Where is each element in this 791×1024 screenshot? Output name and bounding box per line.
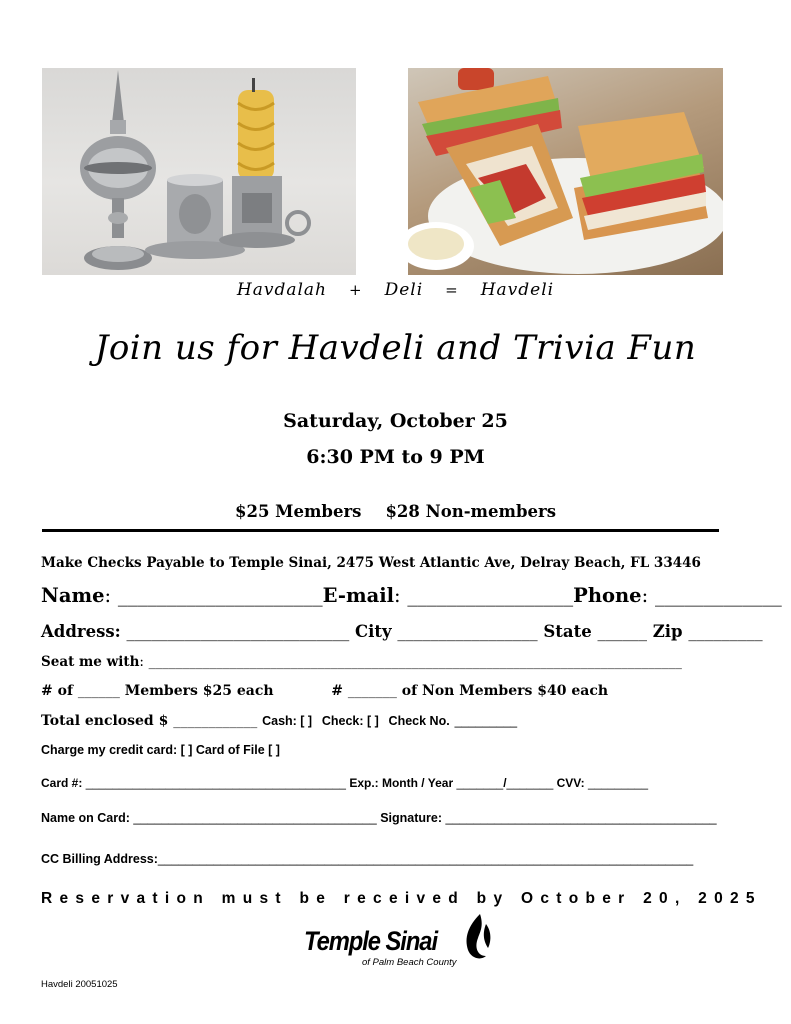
equation-plus: + — [348, 281, 363, 299]
members-count-prefix: # of — [41, 683, 73, 699]
event-date: Saturday, October 25 — [283, 410, 508, 432]
zip-label: Zip — [652, 622, 683, 641]
total-field[interactable]: ____________ — [173, 713, 258, 729]
cvv-field[interactable]: _________ — [587, 776, 649, 790]
logo-name: Temple Sinai — [304, 926, 438, 956]
footer-code: Havdeli 20051025 — [41, 979, 118, 990]
equation-deli: Deli — [384, 280, 424, 300]
contact-row — [41, 584, 782, 607]
price-members: $25 Members — [235, 502, 362, 521]
exp-month-field[interactable]: _______ — [456, 776, 504, 790]
email-field[interactable]: _________________ — [407, 584, 574, 607]
city-label: City — [355, 622, 392, 641]
address-label: Address: — [41, 622, 121, 641]
cvv-label: CVV: — [556, 776, 585, 790]
exp-separator: / — [503, 776, 507, 790]
equation-equals: = — [445, 281, 459, 299]
equation-havdalah: Havdalah — [236, 280, 327, 300]
email-label: E-mail — [322, 584, 395, 607]
state-label: State — [543, 622, 592, 641]
check-no-label: Check No. — [388, 714, 450, 728]
name-on-card-field[interactable]: ___________________________________ — [133, 811, 377, 825]
phone-label: Phone — [573, 584, 642, 607]
address-row — [41, 622, 763, 641]
temple-sinai-logo — [300, 912, 500, 972]
ticket-prices — [0, 502, 791, 521]
havdalah-set-photo — [42, 68, 356, 275]
checks-payable-text: Make Checks Payable to Temple Sinai, 2475 West Atlantic Ave, Delray Beach, FL 33446 — [41, 555, 701, 571]
total-label: Total enclosed $ — [41, 713, 169, 729]
seat-colon: : — [139, 654, 144, 670]
card-number-field[interactable]: _______________________________________ — [85, 776, 346, 790]
state-field[interactable]: ______ — [597, 622, 647, 641]
counts-row — [41, 683, 608, 699]
signature-field[interactable]: _______________________________________ — [445, 811, 717, 825]
check-no-field[interactable]: _________ — [454, 714, 518, 728]
event-time: 6:30 PM to 9 PM — [306, 446, 485, 468]
nonmembers-count-prefix: # — [331, 683, 344, 699]
name-label: Name — [41, 584, 105, 607]
name-on-card-label: Name on Card: — [41, 811, 130, 825]
address-field[interactable]: ___________________________ — [126, 622, 350, 641]
charge-card-row[interactable]: Charge my credit card: [ ] Card of File [ ] — [41, 743, 280, 757]
total-row — [41, 713, 517, 729]
signature-label: Signature: — [380, 811, 443, 825]
equation-havdeli: Havdeli — [480, 280, 555, 300]
exp-year-field[interactable]: _______ — [506, 776, 554, 790]
exp-label: Exp.: Month / Year — [349, 776, 454, 790]
reservation-deadline: Reservation must be received by October 20, 2025 — [41, 890, 762, 907]
headline: Join us for Havdeli and Trivia Fun — [94, 328, 697, 368]
seat-row — [41, 654, 682, 670]
havdeli-equation — [0, 280, 791, 300]
cash-checkbox[interactable]: Cash: [ ] — [262, 714, 313, 728]
seat-field[interactable]: _______________________________________________________________________________ — [148, 654, 682, 670]
flame-icon — [462, 912, 492, 962]
zip-field[interactable]: _________ — [688, 622, 763, 641]
members-count-field[interactable]: ______ — [77, 683, 120, 699]
billing-address-row — [41, 852, 693, 866]
billing-label: CC Billing Address: — [41, 852, 158, 866]
divider-rule — [42, 529, 719, 532]
seat-label: Seat me with — [41, 654, 140, 670]
nonmembers-count-label: of Non Members $40 each — [401, 683, 609, 699]
name-on-card-row — [41, 811, 717, 825]
billing-field[interactable]: _____________________________________________________________________________ — [157, 852, 694, 866]
members-count-label: Members $25 each — [124, 683, 274, 699]
phone-colon: : — [641, 584, 649, 607]
check-checkbox[interactable]: Check: [ ] — [321, 714, 379, 728]
name-field[interactable]: _____________________ — [117, 584, 323, 607]
card-number-label: Card #: — [41, 776, 83, 790]
phone-field[interactable]: _____________ — [654, 584, 782, 607]
city-field[interactable]: _________________ — [397, 622, 538, 641]
card-row — [41, 776, 648, 790]
logo-subtitle: of Palm Beach County — [362, 957, 457, 968]
nonmembers-count-field[interactable]: _______ — [347, 683, 397, 699]
deli-sandwich-photo — [408, 68, 723, 275]
price-non-members: $28 Non-members — [385, 502, 556, 521]
email-colon: : — [394, 584, 401, 607]
name-colon: : — [104, 584, 112, 607]
